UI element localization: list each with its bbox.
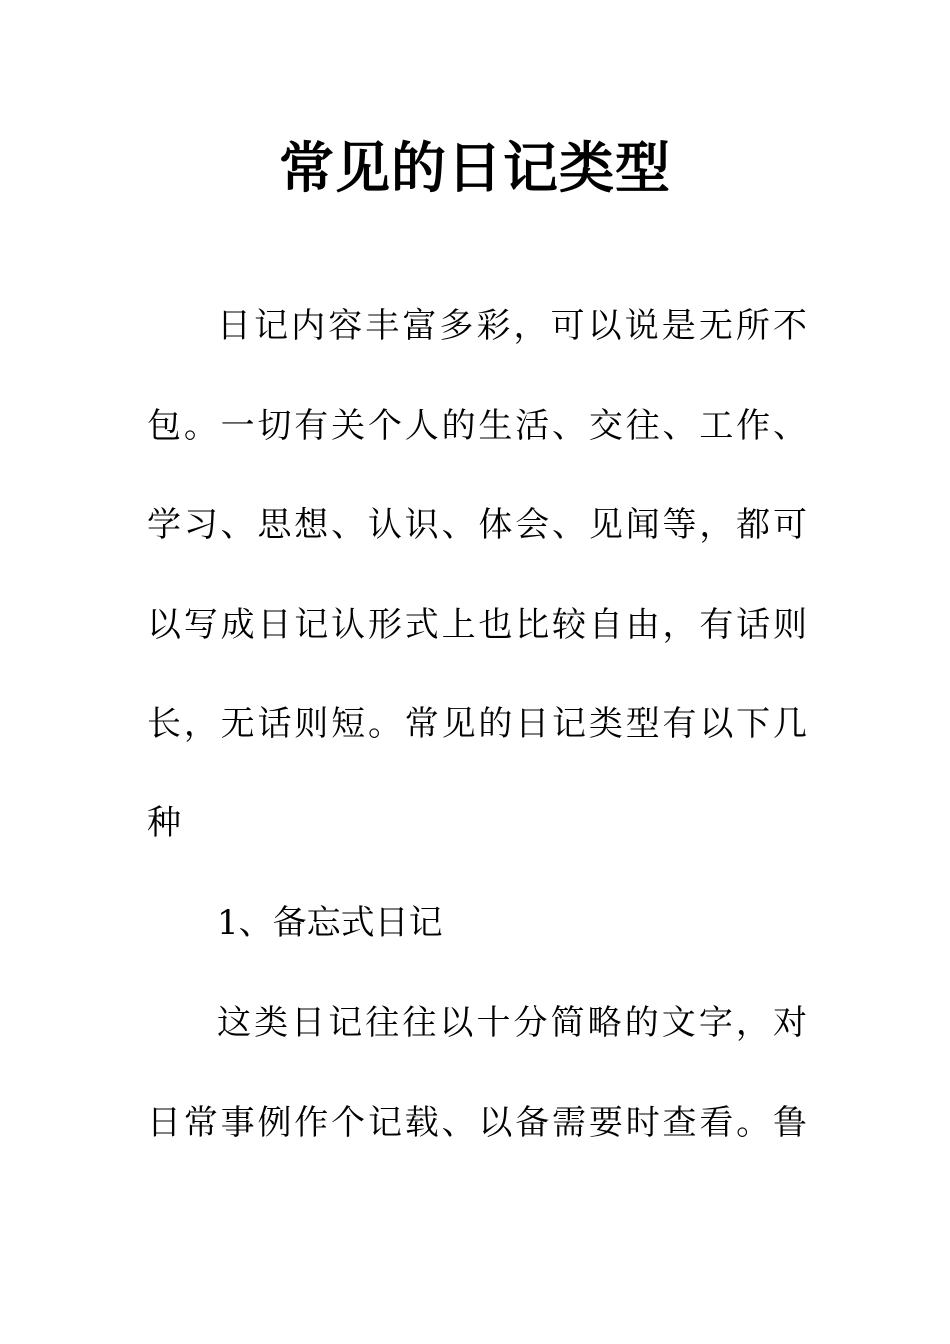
paragraph-2-line-1: 这类日记往往以十分简略的文字，对 bbox=[217, 1003, 807, 1043]
paragraph-2-line-2: 日常事例作个记载、以备需要时查看。鲁 bbox=[147, 1103, 807, 1143]
paragraph-1-line-5: 长，无话则短。常见的日记类型有以下几 bbox=[147, 704, 807, 744]
paragraph-1-line-2: 包。一切有关个人的生活、交往、工作、 bbox=[147, 406, 807, 446]
paragraph-1-line-1: 日记内容丰富多彩，可以说是无所不 bbox=[217, 306, 807, 346]
paragraph-1-line-6: 种 bbox=[147, 803, 181, 843]
section-heading-1: 1、备忘式日记 bbox=[217, 903, 443, 943]
document-title: 常见的日记类型 bbox=[278, 135, 671, 200]
paragraph-1-line-4: 以写成日记认形式上也比较自由，有话则 bbox=[147, 605, 807, 645]
paragraph-1-line-3: 学习、思想、认识、体会、见闻等，都可 bbox=[147, 505, 807, 545]
